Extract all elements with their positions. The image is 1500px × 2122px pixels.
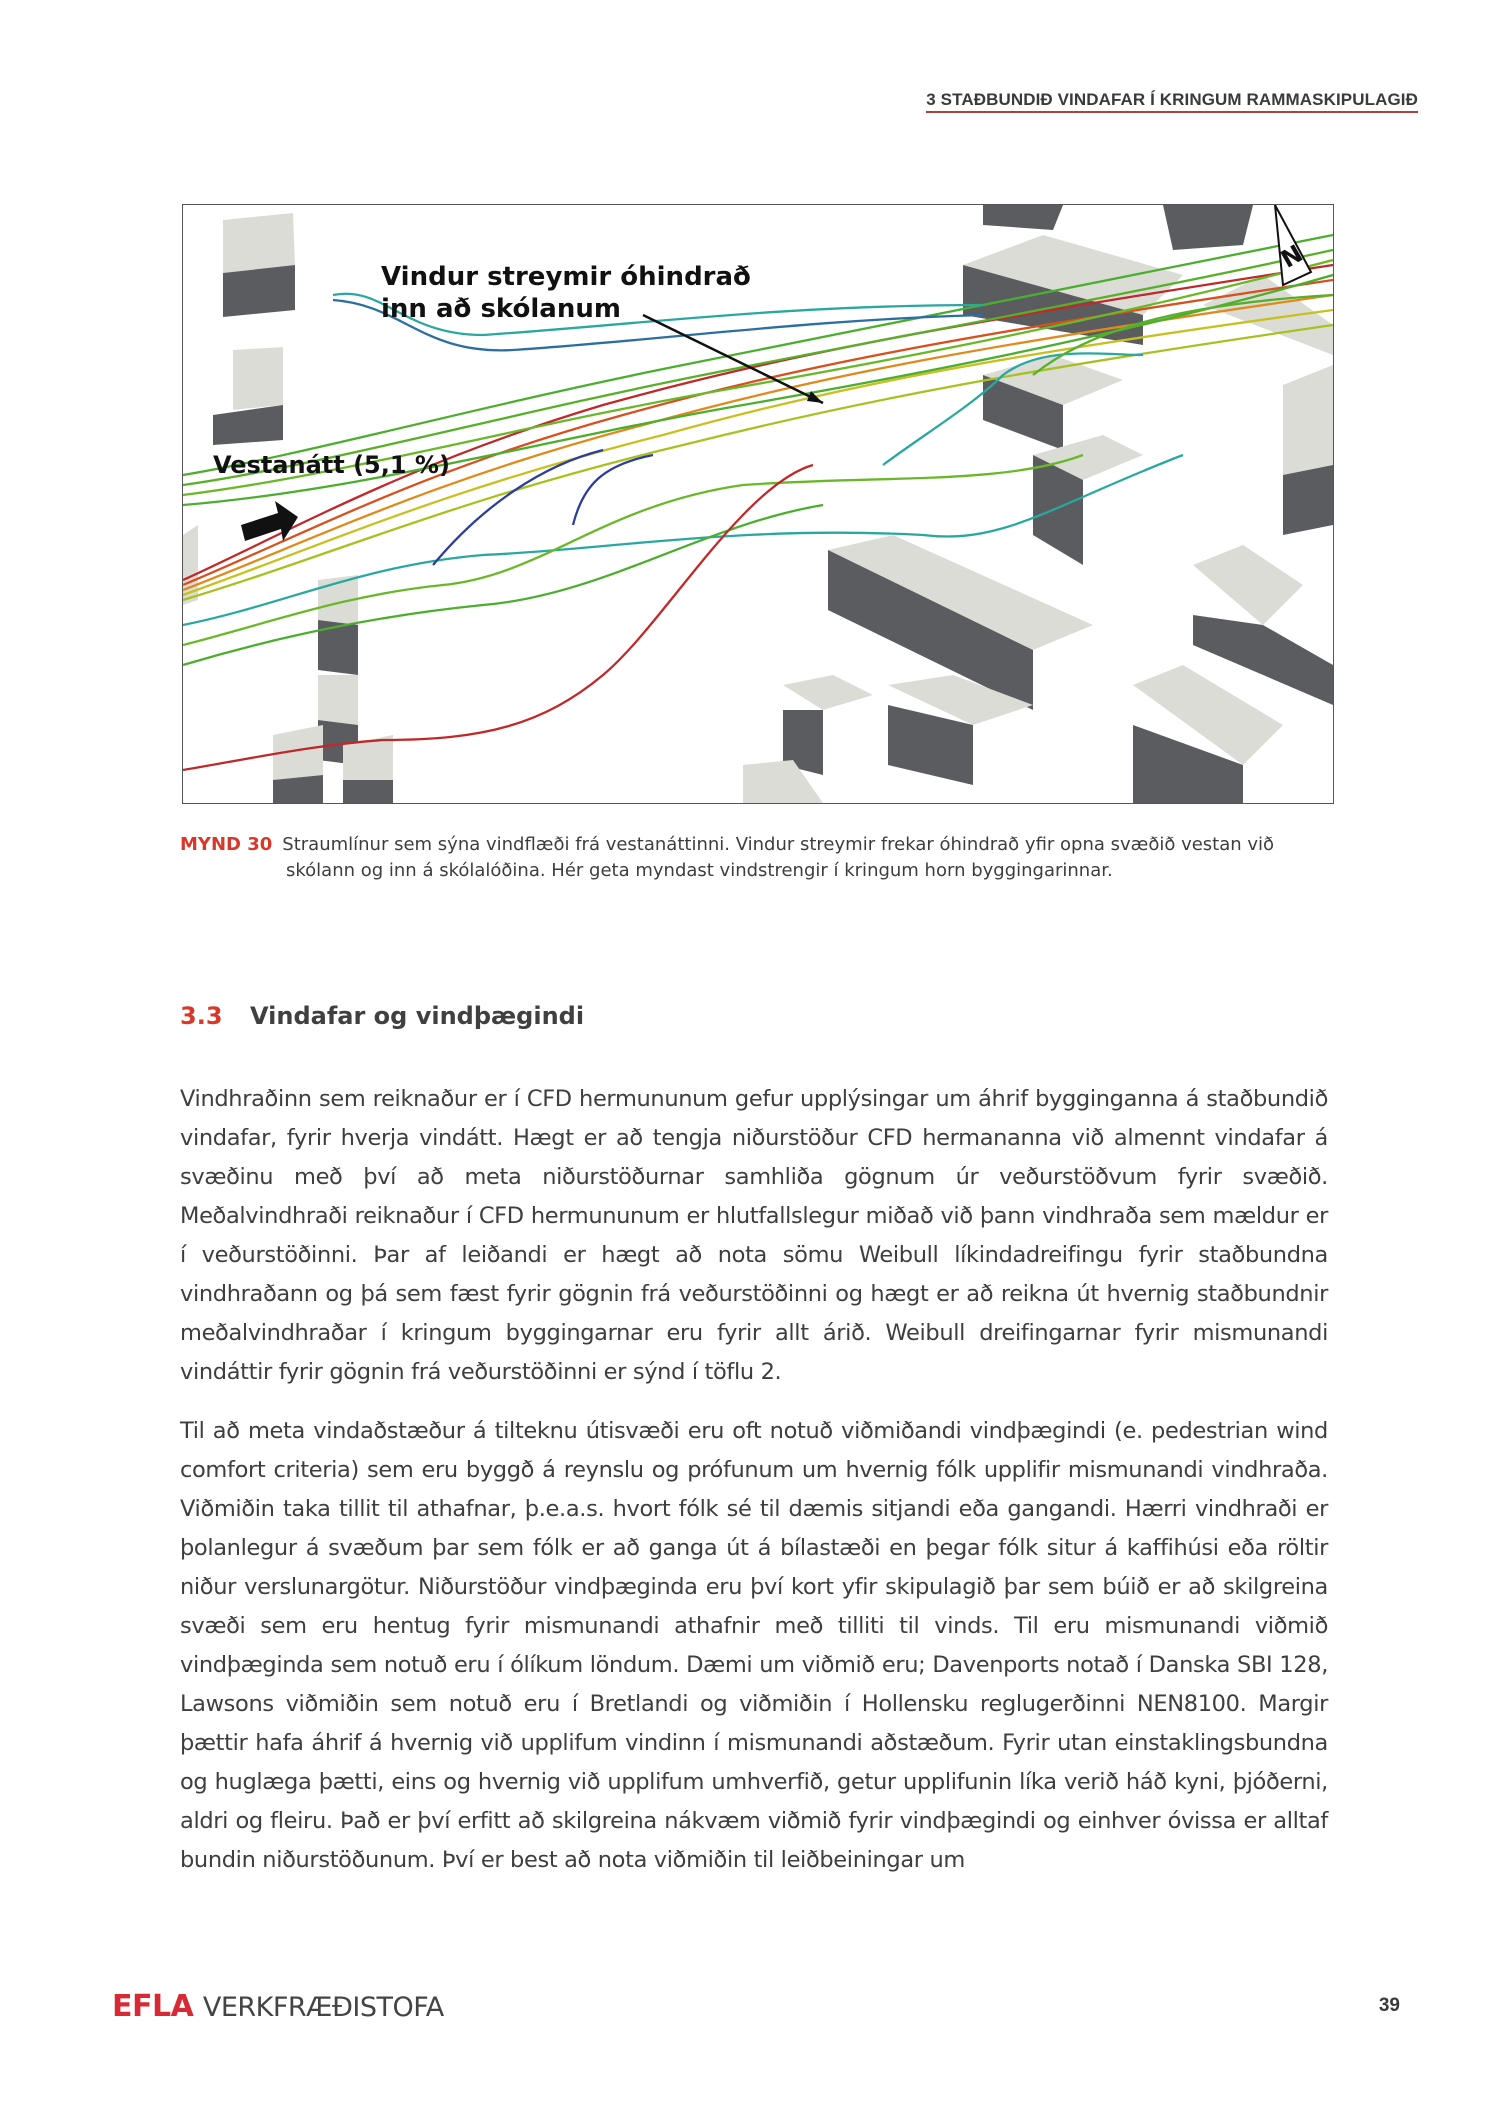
cfd-streamline-figure — [182, 204, 1334, 804]
streamline-image — [183, 205, 1333, 803]
brand-name: EFLA — [112, 1989, 194, 2024]
body-paragraph-1: Vindhraðinn sem reiknaður er í CFD hermununum gefur upplýsingar um áhrif bygginganna á staðbundið vindafar, fyrir hverja vindátt. Hægt er að tengja niðurstöður CFD hermananna við almennt vindafar á svæðinu með því að meta niðurstöðurnar samhliða gögnum úr veðurstöðvum fyrir svæðið. Meðalvindhraði reiknaður í CFD hermununum er hlutfallslegur miðað við þann vindhraða sem mældur er í veðurstöðinni. Þar af leiðandi er hægt að nota sömu Weibull líkindadreifingu fyrir staðbundna vindhraðann og þá sem fæst fyrir gögnin frá veðurstöðinni og hægt er að reikna út hvernig staðbundnir meðalvindhraðar í kringum byggingarnar eru fyrir allt árið. Weibull dreifingarnar fyrir mismunandi vindáttir fyrir gögnin frá veðurstöðinni er sýnd í töflu 2. — [180, 1086, 1328, 1385]
footer-logo — [112, 1990, 444, 2025]
figure-annotation-wind: Vestanátt (5,1 %) — [213, 451, 450, 479]
page-number: 39 — [1378, 1995, 1400, 2016]
running-header: 3 STAÐBUNDIÐ VINDAFAR Í KRINGUM RAMMASKIPULAGIÐ — [926, 90, 1418, 113]
body-paragraph-2: Til að meta vindaðstæður á tilteknu útisvæði eru oft notuð viðmiðandi vindþægindi (e. pedestrian wind comfort criteria) sem eru byggð á reynslu og prófunum um hvernig fólk upplifir mismunandi vindhraða. Viðmiðin taka tillit til athafnar, þ.e.a.s. hvort fólk sé til dæmis sitjandi eða gangandi. Hærri vindhraði er þolanlegur á svæðum þar sem fólk er að ganga út á bílastæði en þegar fólk situr á kaffihúsi eða röltir niður verslunargötur. Niðurstöður vindþæginda eru því kort yfir skipulagið þar sem búið er að skilgreina svæði sem eru hentug fyrir mismunandi athafnir með tilliti til vinds. Til eru mismunandi viðmið vindþæginda sem notuð eru í ólíkum löndum. Dæmi um viðmið eru; Davenports notað í Danska SBI 128, Lawsons viðmiðin sem notuð eru í Bretlandi og viðmiðin í Hollensku reglugerðinni NEN8100. Margir þættir hafa áhrif á hvernig við upplifum vindinn í mismunandi aðstæðum. Fyrir utan einstaklingsbundna og huglæga þætti, eins og hvernig við upplifum umhverfið, getur upplifunin líka verið háð kyni, þjóðerni, aldri og fleiru. Það er því erfitt að skilgreina nákvæm viðmið fyrir vindþægindi og einhver óvissa er alltaf bundin niðurstöðunum. Því er best að nota viðmiðin til leiðbeiningar um — [180, 1418, 1328, 1873]
figure-caption — [180, 832, 1330, 884]
wind-direction-arrow-icon — [241, 501, 298, 541]
pointer-arrow-icon — [643, 315, 823, 403]
caption-line-1: Straumlínur sem sýna vindflæði frá vestanáttinni. Vindur streymir frekar óhindrað yfir opna svæðið vestan við — [282, 834, 1275, 855]
section-heading — [180, 1002, 584, 1030]
section-number: 3.3 — [180, 1002, 223, 1030]
figure-annotation-flow-line2: inn að skólanum — [381, 294, 621, 324]
brand-subtitle: VERKFRÆÐISTOFA — [202, 1992, 444, 2023]
svg-text:N: N — [1276, 239, 1308, 274]
figure-annotation-flow: Vindur streymir óhindrað — [381, 262, 751, 292]
figure-number: MYND 30 — [180, 834, 273, 855]
caption-line-2: skólann og inn á skólalóðina. Hér geta myndast vindstrengir í kringum horn byggingarinnar. — [286, 860, 1113, 881]
section-title: Vindafar og vindþægindi — [250, 1002, 585, 1030]
